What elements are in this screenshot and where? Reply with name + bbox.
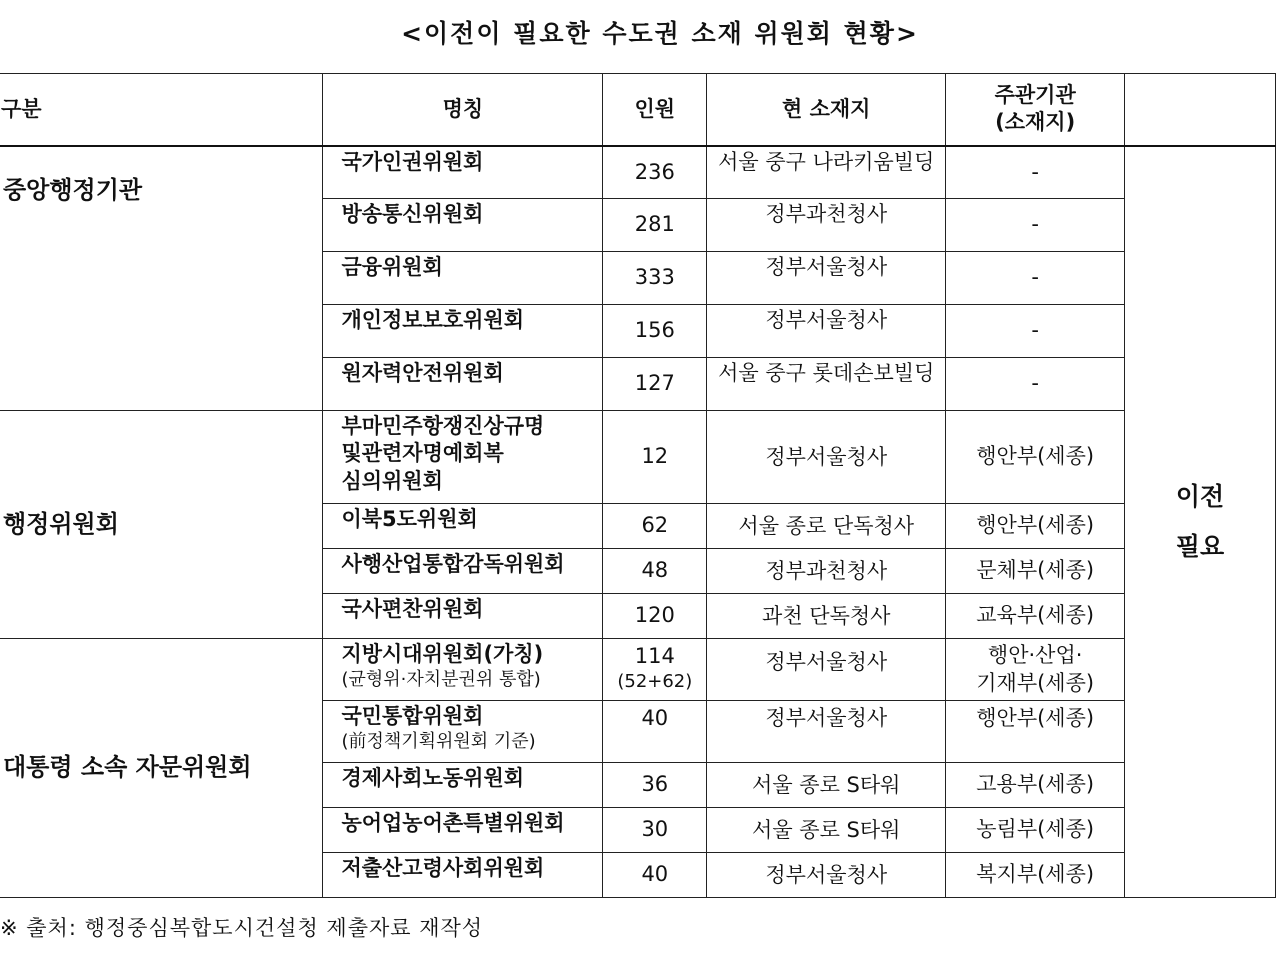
committee-name: 원자력안전위원회 [323,358,603,411]
committee-name: 방송통신위원회 [323,199,603,252]
header-row [0,74,1276,146]
committee-name: 경제사회노동위원회 [323,763,603,808]
staff-count-main: 114 [634,644,675,668]
organization: 행안부(세종) [946,701,1125,763]
committee-name-main: 국민통합위원회 [341,704,484,728]
committee-name: 저출산고령사회위원회 [323,853,603,898]
location: 정부과천청사 [707,199,946,252]
staff-count: 62 [603,504,707,549]
location: 정부과천청사 [707,549,946,594]
organization [946,639,1125,701]
relocation-line1: 이전 [1175,481,1225,511]
committee-name-note: (前정책기획위원회 기준) [341,731,536,753]
committee-name: 국사편찬위원회 [323,594,603,639]
table-title: <이전이 필요한 수도권 소재 위원회 현황> [401,19,919,48]
header-org [946,74,1125,146]
organization: 교육부(세종) [946,594,1125,639]
header-org-line2: (소재지) [995,110,1076,135]
organization: - [946,252,1125,305]
table-row [0,639,1276,701]
organization-line2: 기재부(세종) [976,670,1095,695]
committee-name-line3: 심의위원회 [341,468,443,493]
staff-count: 12 [603,411,707,504]
location: 정부서울청사 [707,252,946,305]
committee-name [323,411,603,504]
staff-count: 333 [603,252,707,305]
location: 서울 중구 나라키움빌딩 [707,146,946,199]
committee-name [323,701,603,763]
location: 서울 종로 단독청사 [707,504,946,549]
source-footnote: ※ 출처: 행정중심복합도시건설청 제출자료 재작성 [0,916,484,940]
category-advisory: 대통령 소속 자문위원회 [0,639,323,898]
table-row [0,146,1276,199]
organization: 문체부(세종) [946,549,1125,594]
location: 정부서울청사 [707,411,946,504]
location: 정부서울청사 [707,853,946,898]
header-staff: 인원 [603,74,707,146]
staff-count: 281 [603,199,707,252]
staff-count: 127 [603,358,707,411]
committee-name: 이북5도위원회 [323,504,603,549]
committee-name: 개인정보보호위원회 [323,305,603,358]
staff-count: 48 [603,549,707,594]
location: 서울 종로 S타워 [707,763,946,808]
committee-name-line1: 부마민주항쟁진상규명 [341,414,545,438]
header-category: 구분 [0,74,323,146]
location: 서울 중구 롯데손보빌딩 [707,358,946,411]
location: 정부서울청사 [707,701,946,763]
committee-name-main: 지방시대위원회(가칭) [341,642,544,666]
staff-count-breakdown: (52+62) [617,671,693,693]
staff-count: 40 [603,701,707,763]
committee-name: 사행산업통합감독위원회 [323,549,603,594]
relocation-needed [1125,146,1276,898]
committee-name-note: (균형위·자치분권위 통합) [341,669,541,691]
category-admin: 행정위원회 [0,411,323,639]
staff-count [603,639,707,701]
organization: 고용부(세종) [946,763,1125,808]
location: 과천 단독청사 [707,594,946,639]
organization: - [946,146,1125,199]
committee-name: 국가인권위원회 [323,146,603,199]
relocation-line2: 필요 [1175,531,1225,561]
organization: 행안부(세종) [946,411,1125,504]
organization: 농림부(세종) [946,808,1125,853]
staff-count: 36 [603,763,707,808]
organization-line1: 행안·산업· [987,643,1083,668]
staff-count: 156 [603,305,707,358]
organization: - [946,305,1125,358]
location: 정부서울청사 [707,639,946,701]
staff-count: 236 [603,146,707,199]
location: 정부서울청사 [707,305,946,358]
committee-name: 금융위원회 [323,252,603,305]
committee-name-line2: 및관련자명예회복 [341,441,504,466]
location: 서울 종로 S타워 [707,808,946,853]
header-name: 명칭 [323,74,603,146]
header-location: 현 소재지 [707,74,946,146]
staff-count: 30 [603,808,707,853]
table-row [0,411,1276,504]
organization: 복지부(세종) [946,853,1125,898]
category-central: 중앙행정기관 [0,146,323,411]
committee-table [0,73,1276,898]
staff-count: 120 [603,594,707,639]
organization: - [946,199,1125,252]
committee-name [323,639,603,701]
header-org-line1: 주관기관 [994,82,1076,107]
header-relocation [1125,74,1276,146]
committee-name: 농어업농어촌특별위원회 [323,808,603,853]
staff-count: 40 [603,853,707,898]
organization: - [946,358,1125,411]
organization: 행안부(세종) [946,504,1125,549]
